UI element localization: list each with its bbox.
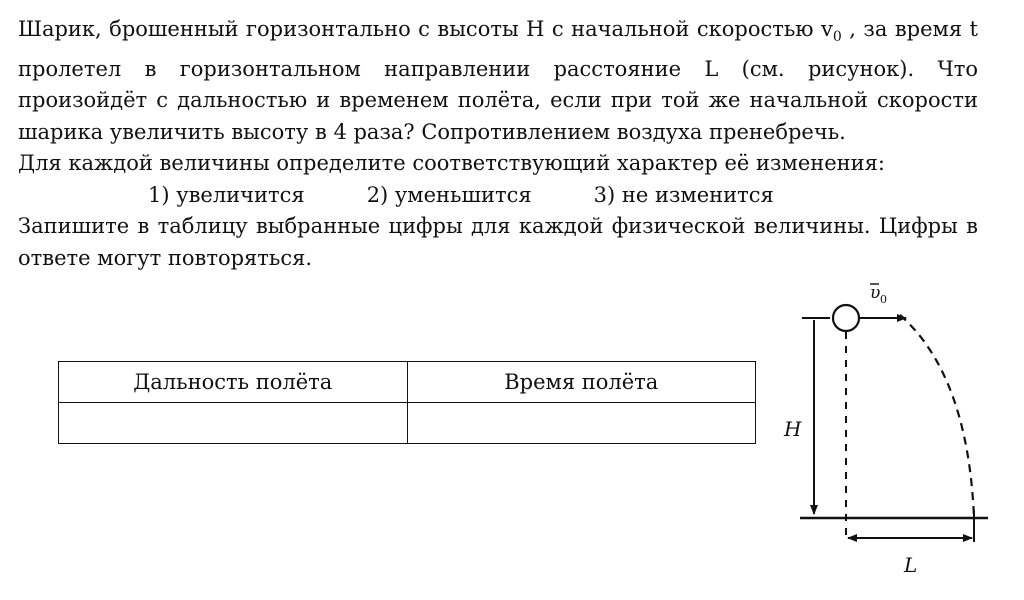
header-range: Дальность полёта <box>59 362 408 403</box>
condition-text-start: Шарик, брошенный горизонтально с высоты H с начальной скоростью v <box>18 17 833 41</box>
trajectory-curve <box>900 315 974 518</box>
table-instruction: Запишите в таблицу выбранные цифры для каждой физической величины. Цифры в ответе могут повторяться. <box>18 214 978 270</box>
problem-condition <box>18 14 978 148</box>
velocity-subscript: 0 <box>832 29 842 46</box>
distance-label: L <box>904 553 918 577</box>
ball <box>833 305 859 331</box>
answer-cell-time[interactable] <box>407 403 756 444</box>
option-unchanged: 3) не изменится <box>593 182 774 207</box>
option-increase: 1) увеличится <box>148 182 305 207</box>
height-label: H <box>784 417 802 441</box>
velocity-label-subscript: 0 <box>880 293 887 306</box>
trajectory-figure <box>770 280 1000 585</box>
velocity-label: υ <box>870 283 881 303</box>
table-header-row <box>59 362 756 403</box>
option-decrease: 2) уменьшится <box>366 182 532 207</box>
answer-cell-range[interactable] <box>59 403 408 444</box>
problem-statement <box>18 14 978 274</box>
table-answer-row <box>59 403 756 444</box>
header-time: Время полёта <box>407 362 756 403</box>
trajectory-diagram <box>770 280 1000 585</box>
condition-text-end: , за время t пролетел в горизонтальном направлении расстояние L (см. рисунок). Что произойдёт с дальностью и временем полёта, если при той же начальной скорости шарика увеличить высоту в 4 раза? Сопротивлением воздуха пренебречь. <box>18 17 978 144</box>
answer-table <box>58 361 756 444</box>
answer-options <box>18 180 978 212</box>
instruction-line: Для каждой величины определите соответствующий характер её изменения: <box>18 151 885 176</box>
